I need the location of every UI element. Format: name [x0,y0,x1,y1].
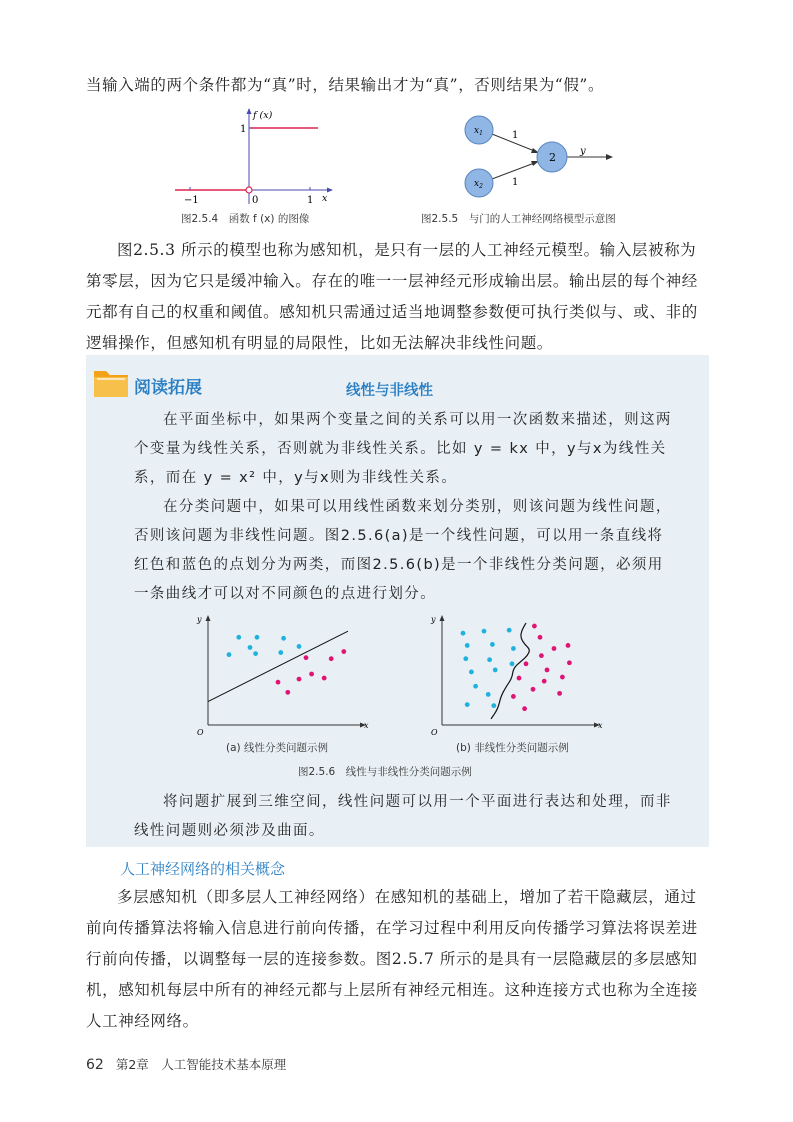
red-point [532,624,537,629]
blue-point [490,642,495,647]
paragraph-perceptron: 图2.5.3 所示的模型也称为感知机，是只有一层的人工神经元模型。输入层被称为第零层，因为它只是缓冲输入。存在的唯一一层神经元形成输出层。输出层的每个神经元都有自己的权重和阈值。感知机只需通过适当地调整参数便可执行类似与、或、非的逻辑操作，但感知机有明显的局限性，比如无法解决非线性问题。 [86,241,698,352]
y-axis-arrow [440,615,445,621]
red-point [545,668,550,673]
x-axis-label: x [364,721,369,730]
intro-line: 当输入端的两个条件都为“真”时，结果输出才为“真”，否则结果为“假”。 [86,76,605,94]
red-point [304,655,309,660]
edge-out-arrow [606,154,613,160]
red-point [531,687,536,692]
blue-point [253,651,258,656]
y-label: f (x) [253,110,273,121]
red-point [322,676,327,681]
x-axis-arrow [327,188,333,193]
red-point [309,672,314,677]
paragraph-multilayer: 多层感知机（即多层人工神经网络）在感知机的基础上，增加了若干隐藏层，通过前向传播算法将输入信息进行前向传播，在学习过程中利用反向传播学习算法将误差进行前向传播，以调整每一层的连接参数。图2.5.7 所示的是具有一层隐藏层的多层感知机，感知机每层中所有的神经元都与上层所有神经元相连。这种连接方式也称为全连接人工神经网络。 [86,888,698,1030]
tick-label-zero: 0 [252,195,259,206]
red-point [566,643,571,648]
red-point [329,656,334,661]
chart-b [426,613,601,738]
blue-point [469,670,474,675]
blue-point [297,644,302,649]
red-point [517,676,522,681]
section-heading: 人工神经网络的相关概念 [120,860,286,878]
red-point [538,635,543,640]
blue-point [465,702,470,707]
output-label: y [580,146,586,157]
red-point [341,649,346,654]
blue-point [493,668,498,673]
reading-extension-box [86,355,709,847]
red-point [542,679,547,684]
reading-box-subtitle: 线性与非线性 [346,383,433,399]
blue-point [473,684,478,689]
tick-label-neg: −1 [184,195,199,206]
y-axis-arrow [206,615,211,621]
blue-point [465,643,470,648]
blue-point [236,635,241,640]
node-x2-label: $x_2$ [474,179,483,190]
figure-2-5-5-caption: 图2.5.5 与门的人工神经网络模型示意图 [421,213,616,225]
red-point [567,660,572,665]
blue-point [281,636,286,641]
chart-a [192,613,367,738]
x-axis-label: x [598,721,603,730]
weight-2: 1 [512,177,519,188]
open-point [246,187,252,193]
chapter-title: 第2章 人工智能技术基本原理 [115,1057,287,1072]
blue-point [487,657,492,662]
decision-boundary [208,631,348,701]
blue-point [510,661,515,666]
red-point [511,694,516,699]
x-label: x [322,193,328,204]
blue-point [278,650,283,655]
figure-2-5-4 [170,104,340,210]
blue-point [507,628,512,633]
blue-point [227,652,232,657]
blue-point [255,635,260,640]
reading-box-title: 阅读拓展 [134,378,202,398]
tick-label-xone: 1 [307,195,314,206]
red-point [539,653,544,658]
node-x1-label: $x_1$ [474,126,483,137]
figure-2-5-4-caption: 图2.5.4 函数 f (x) 的图像 [181,213,310,225]
figure-2-5-6-caption: 图2.5.6 线性与非线性分类问题示例 [298,766,472,778]
weight-1: 1 [512,130,519,141]
blue-point [491,703,496,708]
page-footer [86,1055,286,1073]
chart-a-subcaption: (a) 线性分类问题示例 [226,742,328,754]
reading-box-p3: 将问题扩展到三维空间，线性问题可以用一个平面进行表达和处理，而非线性问题则必须涉及曲面。 [134,794,672,839]
y-axis-label: y [431,615,436,624]
origin-label: O [197,728,204,737]
tick-label-one: 1 [240,124,247,135]
red-point [560,675,565,680]
red-point [524,661,529,666]
reading-box-p2: 在分类问题中，如果可以用线性函数来划分类别，则该问题为线性问题，否则该问题为非线性问题。图2.5.6(a)是一个线性问题，可以用一条直线将红色和蓝色的点划分为两类，而图2.5.6(b)是一个非线性分类问题，必须用一条曲线才可以对不同颜色的点进行划分。 [134,499,672,602]
folder-icon [92,365,130,399]
origin-label: O [431,728,438,737]
node-output-label: 2 [549,151,556,164]
red-point [522,706,527,711]
red-point [297,677,302,682]
blue-point [461,631,466,636]
page-number: 62 [86,1057,104,1073]
y-axis-label: y [197,615,202,624]
red-point [276,680,281,685]
red-point [557,691,562,696]
y-axis-arrow [247,108,252,114]
red-point [552,646,557,651]
blue-point [511,646,516,651]
figure-2-5-5 [455,112,625,202]
blue-point [482,629,487,634]
blue-point [463,656,468,661]
red-point [285,690,290,695]
reading-box-p1: 在平面坐标中，如果两个变量之间的关系可以用一次函数来描述，则这两个变量为线性关系，否则就为非线性关系。比如 y = kx 中，y与x为线性关系，而在 y = x² 中，y与x则为非线性关系。 [134,412,672,486]
blue-point [248,645,253,650]
blue-point [486,692,491,697]
chart-b-subcaption: (b) 非线性分类问题示例 [456,742,569,754]
